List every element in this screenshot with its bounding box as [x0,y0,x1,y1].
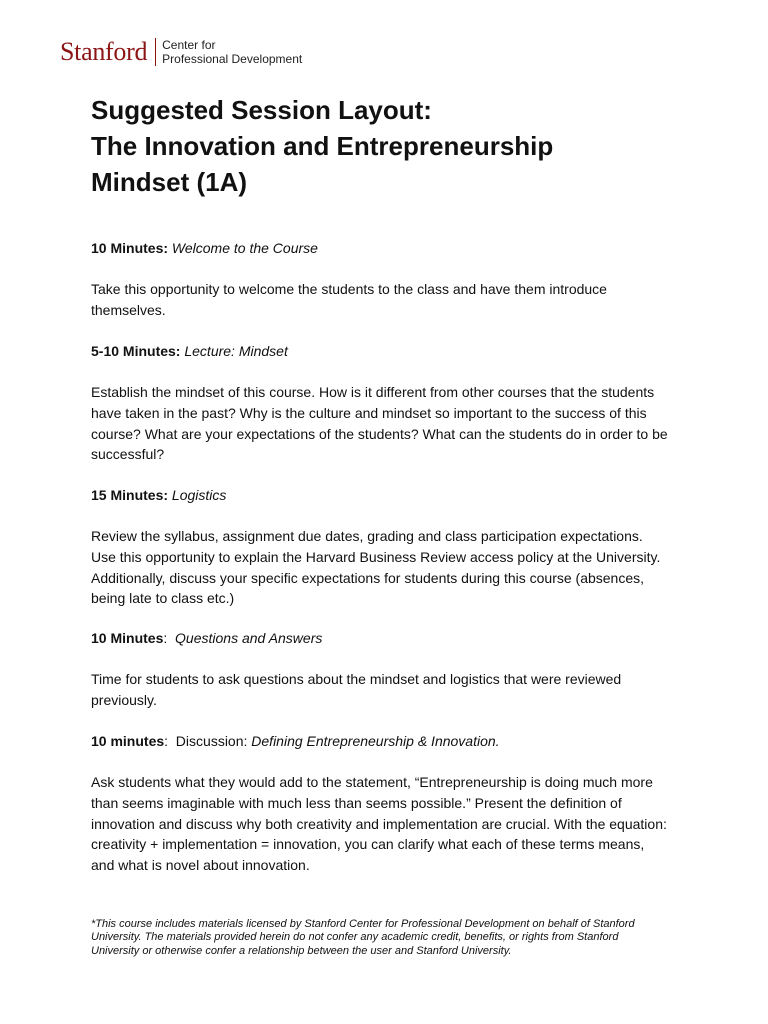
session-time: 15 Minutes: [91,487,169,503]
session-heading [91,628,671,648]
session-topic: Questions and Answers [175,630,323,646]
stanford-cpd-logo [60,38,302,66]
session-time: 5-10 Minutes: [91,343,181,359]
session-topic: Lecture: Mindset [184,343,288,359]
session-block-discussion [91,731,671,876]
session-description: Take this opportunity to welcome the students to the class and have them introduce themselves. [91,281,607,318]
logo-divider [155,38,156,66]
session-block-questions [91,628,671,711]
session-description: Review the syllabus, assignment due dates, grading and class participation expectations. Use this opportunity to explain the Harvard Business Review access policy at the University. Additionally, discuss your specific expectations for students during this course (absences, being late to class etc.) [91,528,661,607]
logo-subtitle-line1: Center for [162,38,216,52]
session-topic-prefix: : [163,630,176,646]
stanford-wordmark: Stanford [60,37,148,66]
session-time: 10 Minutes: [91,240,169,256]
session-block-lecture [91,341,671,465]
session-time: 10 minutes [91,733,165,749]
page-title [91,92,711,200]
title-line-1: Suggested Session Layout: [91,95,432,125]
session-heading [91,485,671,505]
session-topic: Logistics [171,487,227,503]
session-topic: Defining Entrepreneurship & Innovation. [251,733,500,749]
session-block-logistics [91,485,671,609]
licensing-footnote: *This course includes materials licensed by Stanford Center for Professional Development on behalf of Stanford University. The materials provided herein do not confer any academic credit, benefits, or rights from Stanford University or otherwise confer a relationship between the user and Stanford University. [91,918,635,957]
session-topic-prefix: : Discussion: [164,733,252,749]
session-block-welcome [91,238,671,321]
session-time: 10 Minutes [91,630,164,646]
session-heading [91,238,671,258]
session-description: Time for students to ask questions about the mindset and logistics that were reviewed previously. [91,671,622,708]
title-line-2: The Innovation and Entrepreneurship [91,131,554,161]
session-heading [91,731,671,751]
session-description: Establish the mindset of this course. How is it different from other courses that the students have taken in the past? Why is the culture and mindset so important to the success of this course? What are your expectations of the students? What can the students do in order to be successful? [91,384,668,463]
title-line-3: Mindset (1A) [91,167,247,197]
session-description: Ask students what they would add to the statement, “Entrepreneurship is doing much more than seems imaginable with much less than seems possible.” Present the definition of innovation and discuss why both creativity and implementation are crucial. With the equation: creativity + implementation = innovation, you can clarify what each of these terms means, and what is novel about innovation. [91,774,667,874]
logo-subtitle-line2: Professional Development [162,52,303,66]
session-topic: Welcome to the Course [171,240,318,256]
logo-subtitle [162,38,302,66]
session-heading [91,341,671,361]
